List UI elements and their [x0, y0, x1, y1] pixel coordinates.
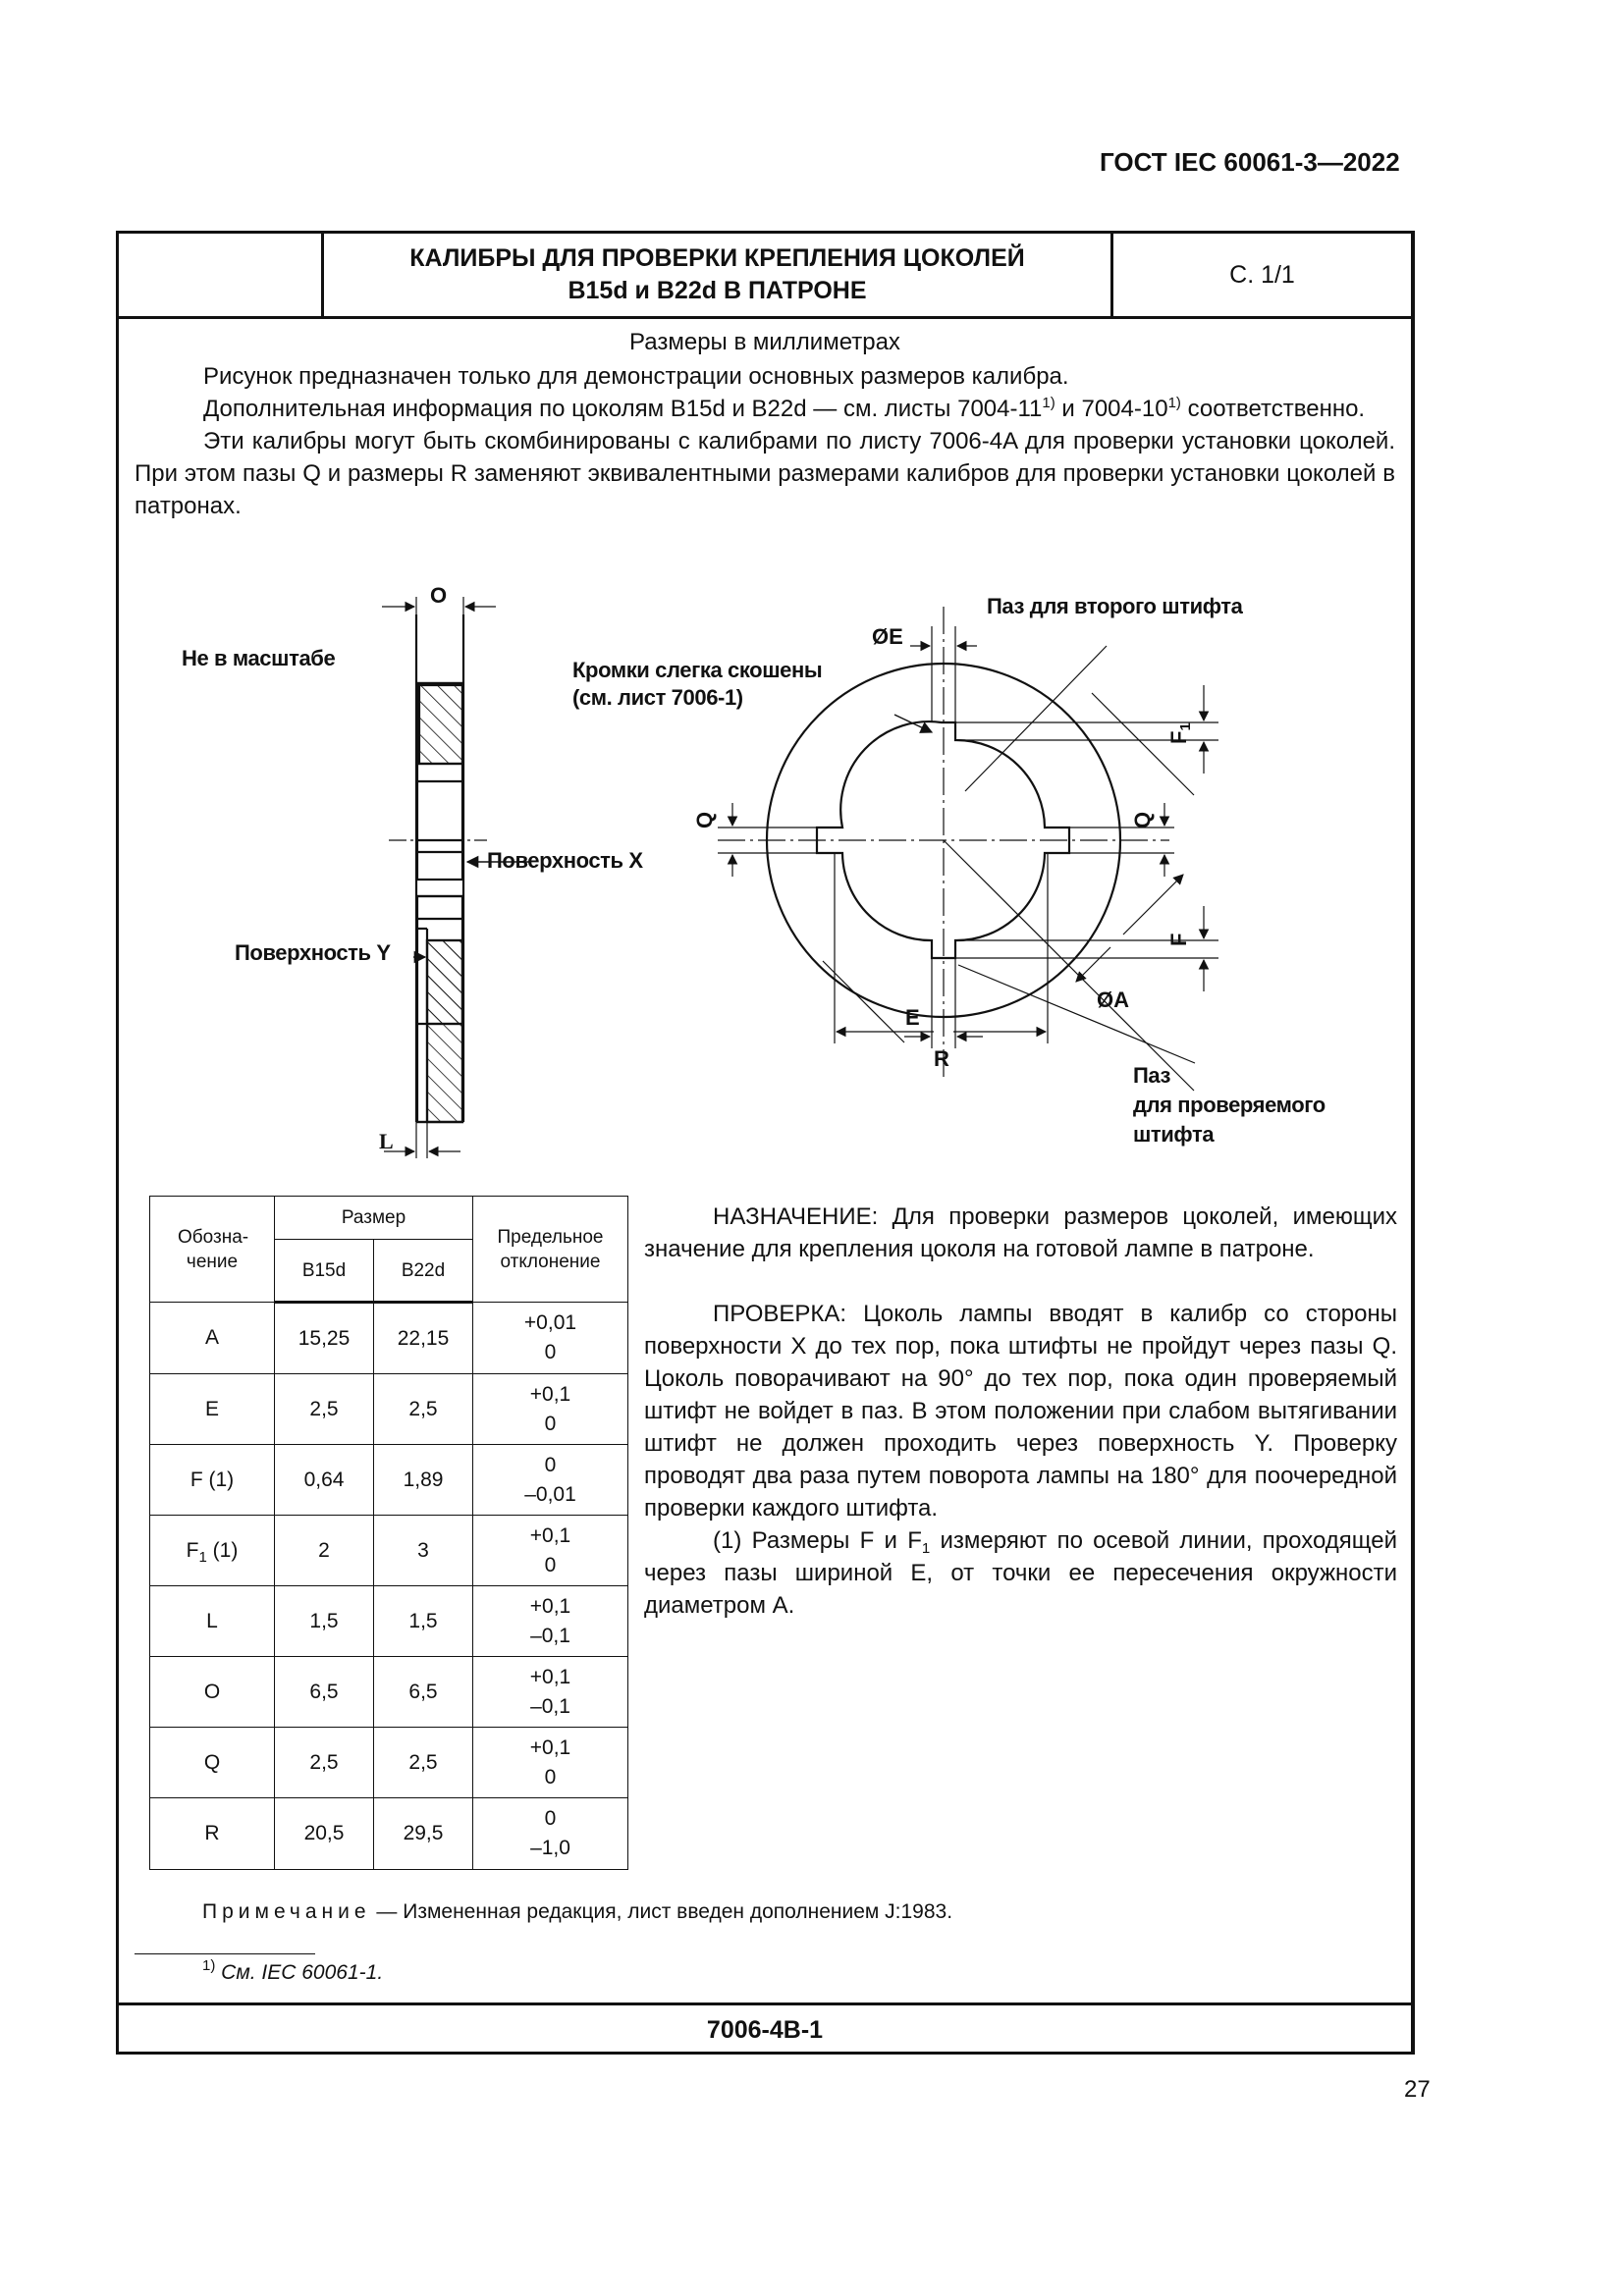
sheet-number: С. 1/1	[1229, 260, 1295, 289]
intro-paragraph-3: Эти калибры могут быть скомбинированы с калибрами по листу 7006-4A для проверки установки цоколей. При этом пазы Q и размеры R заменяют эквивалентными размерами калибров для проверки установки цоколей в патронах.	[135, 428, 1395, 519]
surface-x-label: Поверхность X	[487, 848, 643, 873]
cell-designation: E	[150, 1374, 275, 1445]
footnote-ref: 1)	[1167, 395, 1181, 411]
purpose-paragraph: НАЗНАЧЕНИЕ: Для проверки размеров цоколей, имеющих значение для крепления цоколя на готовой лампе в патроне.	[644, 1203, 1397, 1262]
footnote-ref: 1)	[1042, 395, 1055, 411]
description-text	[644, 1201, 1397, 1622]
slot-checked-pin-label-2: для проверяемого	[1133, 1093, 1325, 1117]
cell-tolerance: +0,01 0	[473, 1303, 628, 1374]
gauge-drawing	[119, 567, 1411, 1153]
table-row	[150, 1303, 628, 1374]
cell-tolerance: 0 –1,0	[473, 1798, 628, 1870]
sheet-title-line2: B15d и B22d В ПАТРОНЕ	[568, 277, 867, 304]
table-row	[150, 1374, 628, 1445]
chamfer-note-line2: (см. лист 7006-1)	[572, 685, 743, 710]
col-designation: Обозна- чение	[150, 1197, 275, 1303]
dim-q-left-label: Q	[692, 811, 717, 828]
cell-b15d: 2,5	[275, 1374, 374, 1445]
slot-checked-pin-label-1: Паз	[1133, 1063, 1171, 1088]
cell-b15d: 15,25	[275, 1303, 374, 1374]
measurement-note-b: измеряют по осевой линии, проходящей через пазы шириной E, от точки ее пересечения окружности диаметром A.	[644, 1527, 1398, 1619]
sheet-title	[324, 234, 1113, 316]
table-row	[150, 1798, 628, 1870]
intro-text	[135, 360, 1395, 522]
slot-checked-pin-label-3: штифта	[1133, 1122, 1215, 1147]
cell-b22d: 2,5	[374, 1728, 473, 1798]
dim-f-label: F	[1166, 933, 1191, 946]
cell-b22d: 6,5	[374, 1657, 473, 1728]
table-row	[150, 1728, 628, 1798]
table-body	[150, 1303, 628, 1870]
dim-l-label: L	[379, 1129, 394, 1153]
cell-b15d: 20,5	[275, 1798, 374, 1870]
dim-q-right-label: Q	[1130, 811, 1155, 828]
side-view	[382, 597, 531, 1158]
slot-second-pin-label: Паз для второго штифта	[987, 594, 1243, 618]
table-row	[150, 1586, 628, 1657]
cell-tolerance: +0,1 0	[473, 1374, 628, 1445]
footnote-text: См. IEC 60061-1.	[215, 1961, 384, 1984]
cell-designation: F (1)	[150, 1445, 275, 1516]
measurement-note	[644, 1524, 1397, 1622]
cell-b22d: 1,5	[374, 1586, 473, 1657]
cell-designation: L	[150, 1586, 275, 1657]
measurement-note-a: (1) Размеры F и F	[713, 1527, 922, 1554]
note-text: — Измененная редакция, лист введен дополнением J:1983.	[370, 1900, 953, 1923]
cell-designation: A	[150, 1303, 275, 1374]
dim-r-label: R	[934, 1046, 949, 1071]
table-row	[150, 1516, 628, 1586]
cell-tolerance: +0,1 0	[473, 1728, 628, 1798]
intro-p2-text-b: и 7004-10	[1055, 396, 1168, 422]
dimensions-table	[149, 1196, 628, 1870]
cell-b22d: 2,5	[374, 1374, 473, 1445]
cell-b22d: 3	[374, 1516, 473, 1586]
cell-b15d: 2,5	[275, 1728, 374, 1798]
footnote	[202, 1957, 384, 1985]
intro-paragraph-2	[135, 393, 1395, 425]
surface-y-label: Поверхность Y	[235, 940, 391, 965]
revision-note	[202, 1900, 952, 1924]
check-paragraph: ПРОВЕРКА: Цоколь лампы вводят в калибр со стороны поверхности X до тех пор, пока штифты не пройдут через пазы Q. Цоколь поворачивают на 90° до тех пор, пока один проверяемый штифт не войдет в паз. В этом положении при слабом вытягивании штифт не должен проходить через поверхность Y. Проверку проводят два раза путем поворота лампы на 180° для поочередной проверки каждого штифта.	[644, 1301, 1397, 1522]
cell-tolerance: +0,1 0	[473, 1516, 628, 1586]
col-b22d: B22d	[374, 1240, 473, 1303]
cell-b22d: 29,5	[374, 1798, 473, 1870]
cell-b15d: 1,5	[275, 1586, 374, 1657]
sheet-title-line1: КАЛИБРЫ ДЛЯ ПРОВЕРКИ КРЕПЛЕНИЯ ЦОКОЛЕЙ	[409, 244, 1025, 272]
not-to-scale-label: Не в масштабе	[182, 646, 336, 670]
col-tolerance: Предельное отклонение	[473, 1197, 628, 1303]
cell-b22d: 1,89	[374, 1445, 473, 1516]
cell-b22d: 22,15	[374, 1303, 473, 1374]
col-b15d: B15d	[275, 1240, 374, 1303]
cell-b15d: 2	[275, 1516, 374, 1586]
page-number: 27	[1404, 2076, 1431, 2103]
cell-tolerance: +0,1 –0,1	[473, 1657, 628, 1728]
cell-tolerance: 0 –0,01	[473, 1445, 628, 1516]
cell-designation: R	[150, 1798, 275, 1870]
header-left-cell	[119, 234, 324, 316]
intro-paragraph-1: Рисунок предназначен только для демонстрации основных размеров калибра.	[203, 363, 1069, 390]
sheet-footer-id: 7006-4B-1	[119, 2002, 1411, 2055]
dimensions-note: Размеры в миллиметрах	[629, 329, 900, 355]
intro-p2-text-a: Дополнительная информация по цоколям B15d и B22d — см. листы 7004-11	[203, 396, 1043, 422]
sheet-header	[119, 234, 1411, 319]
chamfer-note-line1: Кромки слегка скошены	[572, 658, 823, 682]
cell-designation: Q	[150, 1728, 275, 1798]
dim-o-label: O	[430, 583, 448, 608]
cell-b15d: 0,64	[275, 1445, 374, 1516]
dim-e-label: E	[905, 1005, 920, 1030]
col-size: Размер	[275, 1197, 473, 1240]
cell-designation: O	[150, 1657, 275, 1728]
measurement-note-sub: 1	[921, 1540, 931, 1557]
cell-tolerance: +0,1 –0,1	[473, 1586, 628, 1657]
footnote-mark: 1)	[202, 1957, 216, 1974]
dim-e-diameter-label: ØE	[872, 624, 903, 649]
intro-p2-text-c: соответственно.	[1180, 396, 1366, 422]
note-label: Примечание	[202, 1900, 371, 1923]
table-row	[150, 1445, 628, 1516]
dim-a-label: ØA	[1097, 988, 1129, 1012]
dim-f1-label: F1	[1166, 722, 1194, 744]
document-code: ГОСТ IEC 60061-3—2022	[1100, 147, 1400, 177]
sheet-frame	[116, 231, 1415, 2055]
cell-designation: $F_1$ (1)	[150, 1516, 275, 1586]
table-row	[150, 1657, 628, 1728]
footnote-divider	[135, 1953, 315, 1954]
cell-b15d: 6,5	[275, 1657, 374, 1728]
